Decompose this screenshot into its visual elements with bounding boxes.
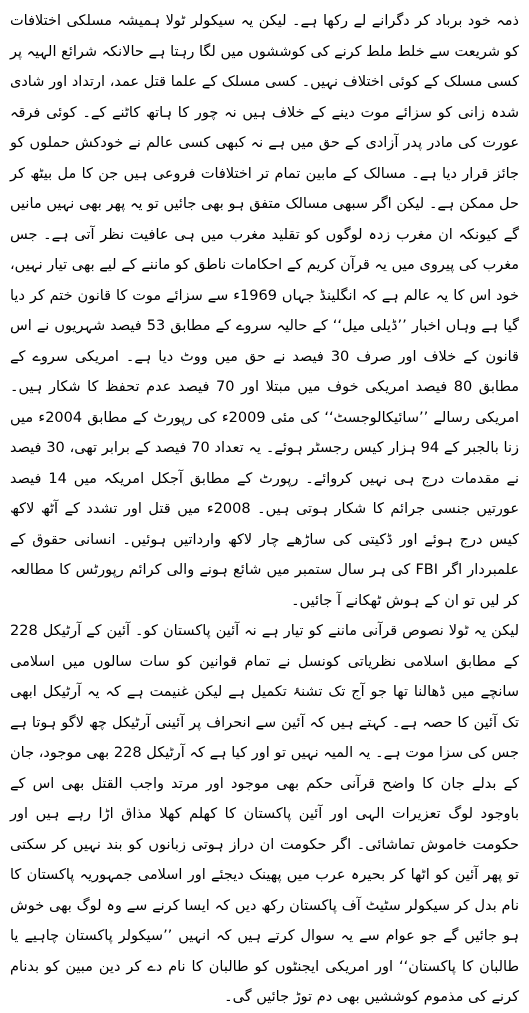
article-paragraph-1: ذمہ خود برباد کر دگرانے لے رکھا ہے۔ لیکن یہ سیکولر ٹولا ہمیشہ مسلکی اختلافات کو شریعت سے خلط ملط کرنے کی کوششوں میں لگا رہتا ہے حالانکہ شرائع الہیہ پر کسی مسلک کے کوئی اختلاف نہیں۔ کسی مسلک کے علما قتل عمد، ارتداد اور شادی شدہ زانی کو سزائے موت دینے کے خلاف ہیں نہ چور کا ہاتھ کاٹنے کے۔ کوئی فرقہ عورت کی مادر پدر آزادی کے حق میں ہے نہ کبھی کسی عالم نے خودکش حملوں کو جائز قرار دیا ہے۔ مسالک کے مابین تمام تر اختلافات فروعی ہیں جن کا مل بیٹھ کر حل ممکن ہے۔ لیکن اگر سبھی مسالک متفق ہو بھی جائیں تو یہ پھر بھی نہیں مانیں گے کیونکہ ان مغرب زدہ لوگوں کو تقلید مغرب میں ہی عافیت نظر آتی ہے۔ جس مغرب کی پیروی میں یہ قرآن کریم کے احکامات ناطق کو ماننے کے لیے بھی تیار نہیں، خود اس کا یہ عالم ہے کہ انگلینڈ جہاں 1969ء سے سزائے موت کا قانون ختم کر دیا گیا ہے وہاں اخبار ’’ڈیلی میل‘‘ کے حالیہ سروے کے مطابق 53 فیصد شہریوں نے اس قانون کے خلاف اور صرف 30 فیصد نے حق میں ووٹ دیا ہے۔ امریکی سروے کے مطابق 80 فیصد امریکی خوف میں مبتلا اور 70 فیصد عدم تحفظ کا شکار ہیں۔ امریکی رسالے ’’سائیکالوجسٹ‘‘ کی مئی 2009ء کی رپورٹ کے مطابق 2004ء میں زنا بالجبر کے 94 ہزار کیس رجسٹر ہوئے۔ یہ تعداد 70 فیصد کے برابر تھی، 30 فیصد نے مقدمات درج ہی نہیں کروائے۔ رپورٹ کے مطابق آجکل امریکہ میں 14 فیصد عورتیں جنسی جرائم کا شکار ہوتی ہیں۔ 2008ء میں قتل اور تشدد کے آٹھ لاکھ کیس درج ہوئے اور ڈکیتی کی ساڑھے چار لاکھ وارداتیں ہوئیں۔ انسانی حقوق کے علمبردار اگر FBI کی ہر سال ستمبر میں شائع ہونے والی کرائم رپورٹس کا مطالعہ کر لیں تو ان کے ہوش ٹھکانے آ جائیں۔ (10, 13, 520, 609)
article-paragraph-2: لیکن یہ ٹولا نصوص قرآنی ماننے کو تیار ہے نہ آئین پاکستان کو۔ آئین کے آرٹیکل 228 کے مطابق اسلامی نظریاتی کونسل نے تمام قوانین کو سات سالوں میں اسلامی سانچے میں ڈھالنا تھا جو آج تک تشنۂ تکمیل ہے لیکن غنیمت ہے کہ یہ آرٹیکل ابھی تک آئین کا حصہ ہے۔ کہتے ہیں کہ آئین سے انحراف پر آئینی آرٹیکل چھ لاگو ہوتا ہے جس کی سزا موت ہے۔ یہ المیہ نہیں تو اور کیا ہے کہ آرٹیکل 228 بھی موجود، جان کے بدلے جان کا واضح قرآنی حکم بھی موجود اور مرتد واجب القتل بھی اس کے باوجود لوگ تعزیرات الہی اور آئین پاکستان کا کھلم کھلا مذاق اڑا رہے ہیں اور حکومت خاموش تماشائی۔ اگر حکومت ان دراز ہوتی زبانوں کو بند نہیں کر سکتی تو پھر آئین کو اٹھا کر بحیرہ عرب میں پھینک دیجئے اور اسلامی جمہوریہ پاکستان کا نام بدل کر سیکولر سٹیٹ آف پاکستان رکھ دیں کہ ایسا کرنے سے وہ لوگ بھی خوش ہو جائیں گے جو عوام سے یہ سوال کرتے ہیں کہ انہیں ’’سیکولر پاکستان چاہیے یا طالبان کا پاکستان‘‘ اور امریکی ایجنٹوں کو طالبان کا نام دے کر دین مبین کو بدنام کرنے کی مذموم کوششیں بھی دم توڑ جائیں گی۔ (10, 623, 520, 1005)
